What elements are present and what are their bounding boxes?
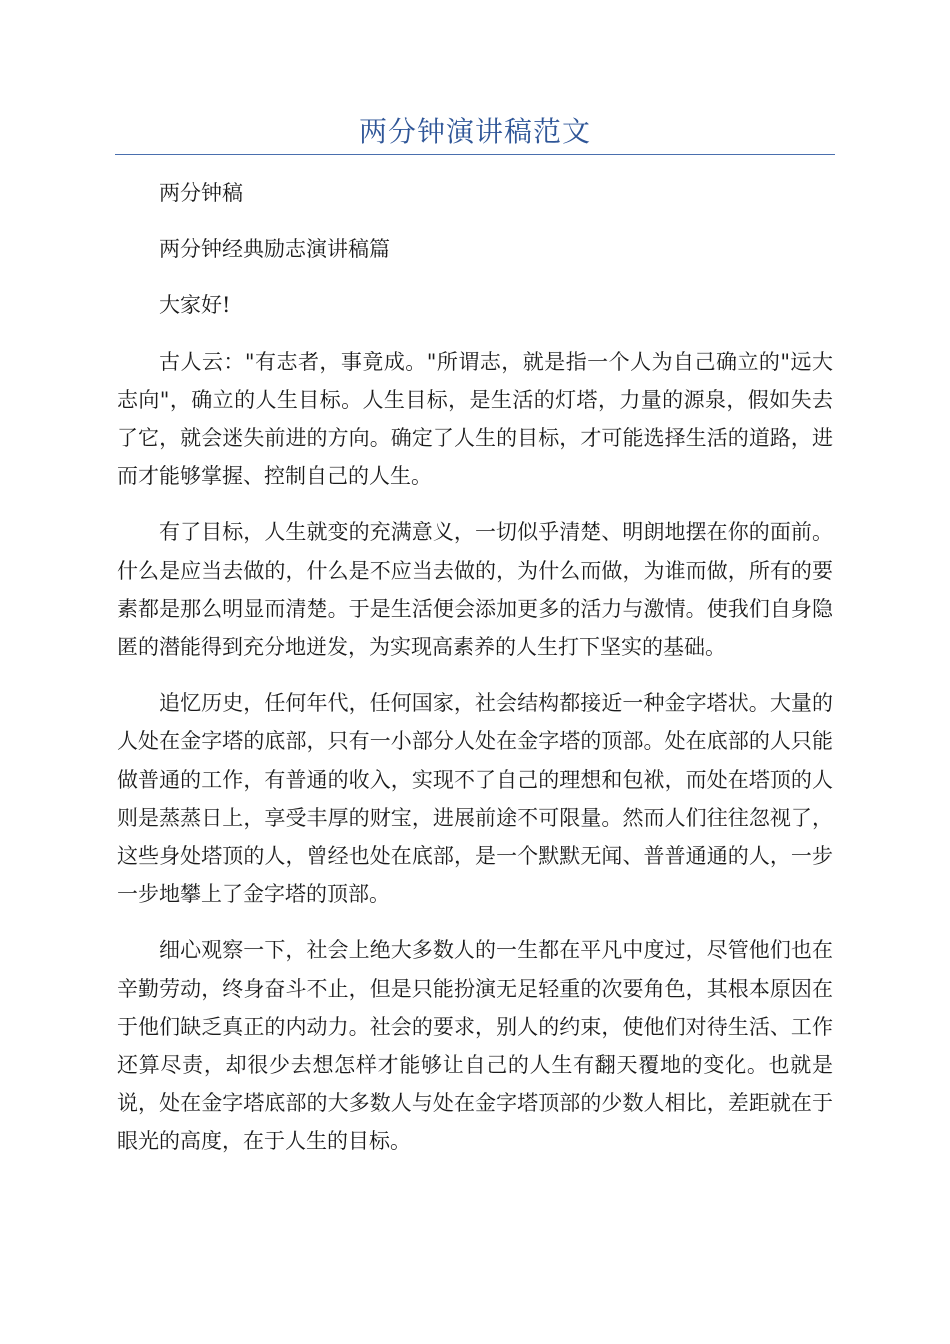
paragraph: 有了目标，人生就变的充满意义，一切似乎清楚、明朗地摆在你的面前。什么是应当去做的，什么是不应当去做的，为什么而做，为谁而做，所有的要素都是那么明显而清楚。于是生活便会添加更多的活力与激情。使我们自身隐匿的潜能得到充分地迸发，为实现高素养的人生打下坚实的基础。 bbox=[117, 520, 833, 660]
paragraph-heading-2: 两分钟经典励志演讲稿篇 bbox=[159, 237, 390, 262]
paragraph: 追忆历史，任何年代，任何国家，社会结构都接近一种金字塔状。大量的人处在金字塔的底部，只有一小部分人处在金字塔的顶部。处在底部的人只能做普通的工作，有普通的收入，实现不了自己的理想和包袱，而处在塔顶的人则是蒸蒸日上，享受丰厚的财宝，进展前途不可限量。然而人们往往忽视了，这些身处塔顶的人，曾经也处在底部，是一个默默无闻、普普通通的人，一步一步地攀上了金字塔的顶部。 bbox=[117, 691, 833, 907]
document-body bbox=[117, 174, 833, 1179]
title-underline bbox=[115, 154, 835, 155]
paragraph: 古人云："有志者，事竟成。"所谓志，就是指一个人为自己确立的"远大志向"，确立的人生目标。人生目标，是生活的灯塔，力量的源泉，假如失去了它，就会迷失前进的方向。确定了人生的目标，才可能选择生活的道路，进而才能够掌握、控制自己的人生。 bbox=[117, 349, 833, 489]
paragraph-heading-1: 两分钟稿 bbox=[159, 181, 243, 205]
paragraph-greeting: 大家好! bbox=[159, 293, 231, 318]
paragraph: 细心观察一下，社会上绝大多数人的一生都在平凡中度过，尽管他们也在辛勤劳动，终身奋斗不止，但是只能扮演无足轻重的次要角色，其根本原因在于他们缺乏真正的内动力。社会的要求，别人的约束，使他们对待生活、工作还算尽责，却很少去想怎样才能够让自己的人生有翻天覆地的变化。也就是说，处在金字塔底部的大多数人与处在金字塔顶部的少数人相比，差距就在于眼光的高度，在于人生的目标。 bbox=[117, 938, 833, 1154]
document-title: 两分钟演讲稿范文 bbox=[358, 115, 591, 148]
